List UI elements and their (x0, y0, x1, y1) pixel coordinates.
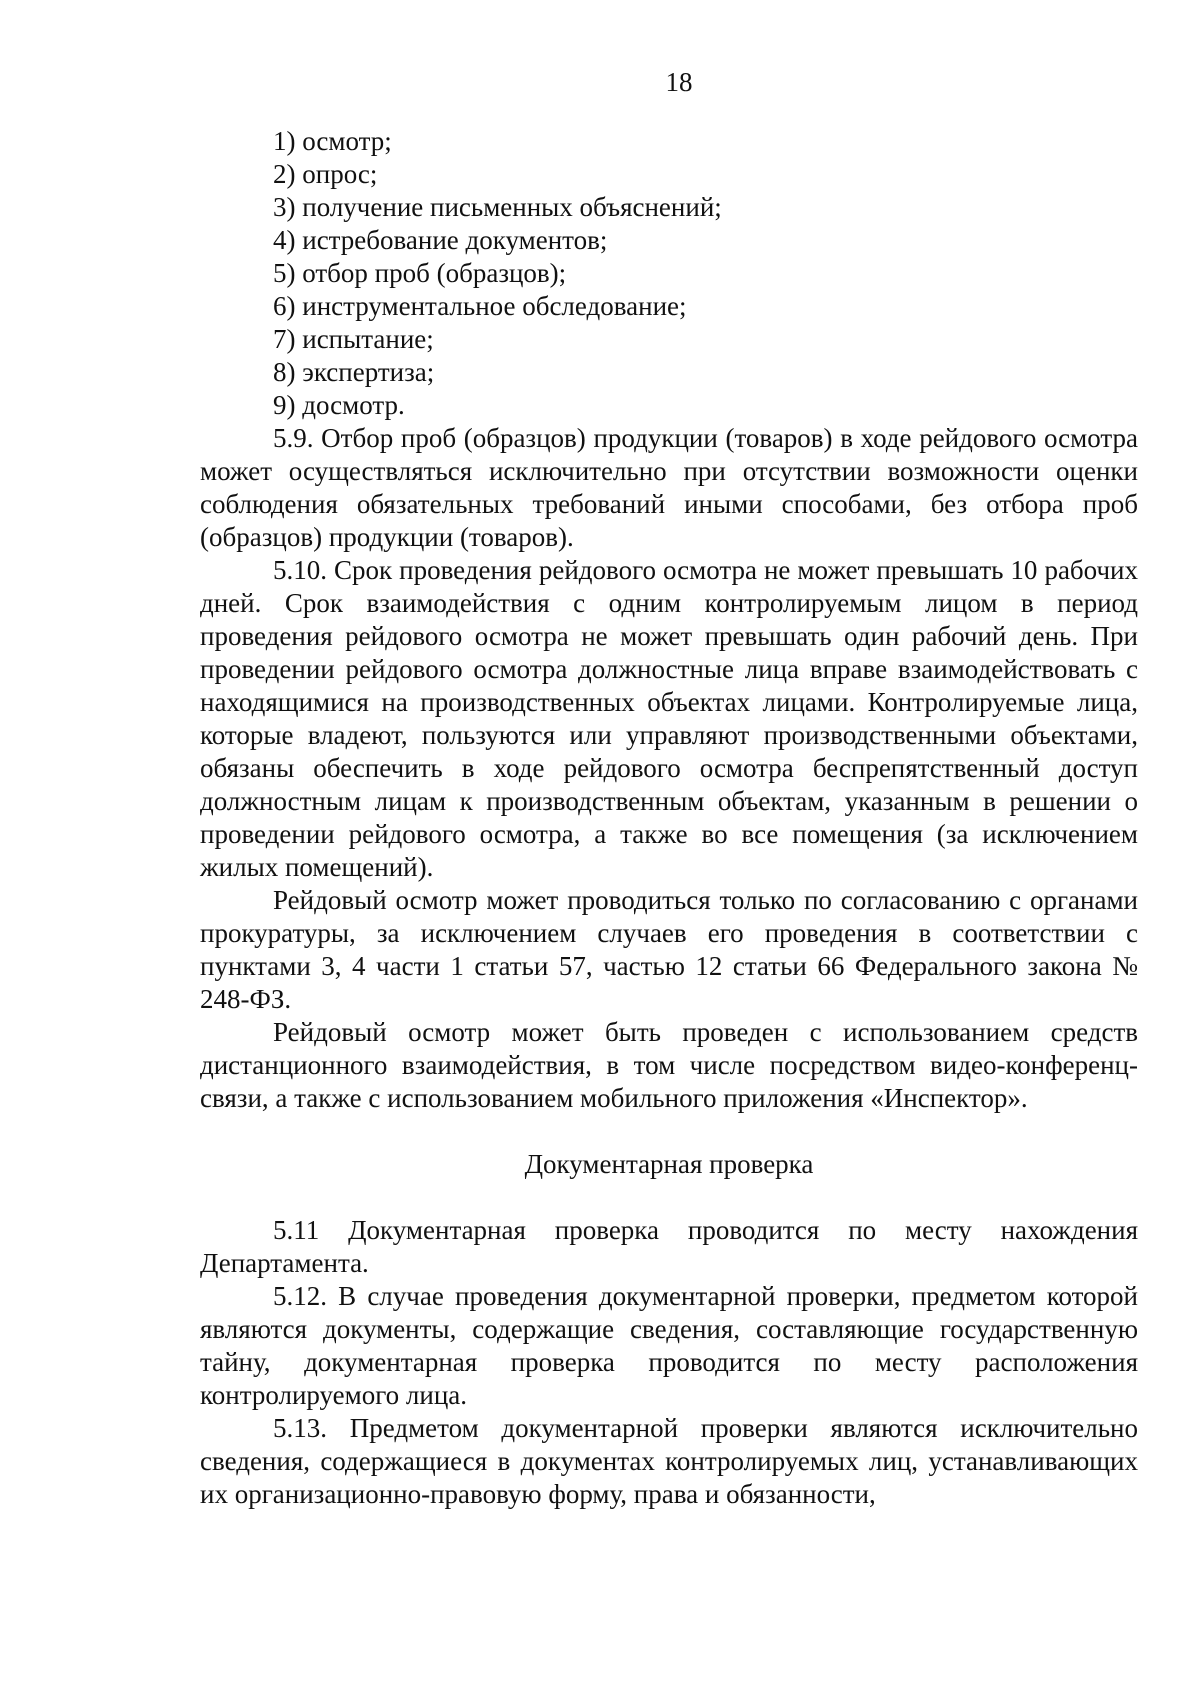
page-number-text: 18 (665, 67, 693, 97)
section-heading: Документарная проверка (524, 1149, 814, 1179)
list-item: 4) истребование документов; (273, 225, 608, 255)
paragraph-5-11: 5.11 Документарная проверка проводится по месту нахождения Департамента. (200, 1215, 1138, 1278)
paragraph-raid-remote: Рейдовый осмотр может быть проведен с использованием средств дистанционного взаимодействия, в том числе посредством видео-конференц-связи, а также с использованием мобильного приложения «Инспектор». (200, 1017, 1138, 1113)
list-item: 6) инструментальное обследование; (273, 291, 687, 321)
list-item: 9) досмотр. (273, 390, 405, 420)
paragraph-5-12: 5.12. В случае проведения документарной проверки, предметом которой являются документы, содержащие сведения, составляющие государственную тайну, документарная проверка проводится по месту расположения контролируемого лица. (200, 1281, 1138, 1410)
measures-list (200, 125, 1138, 422)
list-item: 8) экспертиза; (273, 357, 435, 387)
paragraph-raid-approval: Рейдовый осмотр может проводиться только по согласованию с органами прокуратуры, за исключением случаев его проведения в соответствии с пунктами 3, 4 части 1 статьи 57, частью 12 статьи 66 Федерального закона № 248-ФЗ. (200, 885, 1138, 1014)
list-item: 2) опрос; (273, 159, 378, 189)
list-item: 7) испытание; (273, 324, 434, 354)
paragraph-5-9: 5.9. Отбор проб (образцов) продукции (товаров) в ходе рейдового осмотра может осуществляться исключительно при отсутствии возможности оценки соблюдения обязательных требований иными способами, без отбора проб (образцов) продукции (товаров). (200, 423, 1138, 552)
document-body (200, 125, 1138, 1511)
list-item: 3) получение письменных объяснений; (273, 192, 722, 222)
page-number (0, 66, 1200, 98)
list-item: 1) осмотр; (273, 126, 392, 156)
list-item: 5) отбор проб (образцов); (273, 258, 567, 288)
paragraph-5-10: 5.10. Срок проведения рейдового осмотра не может превышать 10 рабочих дней. Срок взаимодействия с одним контролируемым лицом в период проведения рейдового осмотра не может превышать один рабочий день. При проведении рейдового осмотра должностные лица вправе взаимодействовать с находящимися на производственных объектах лицами. Контролируемые лица, которые владеют, пользуются или управляют производственными объектами, обязаны обеспечить в ходе рейдового осмотра беспрепятственный доступ должностным лицам к производственным объектам, указанным в решении о проведении рейдового осмотра, а также во все помещения (за исключением жилых помещений). (200, 555, 1138, 882)
paragraph-5-13: 5.13. Предметом документарной проверки являются исключительно сведения, содержащиеся в документах контролируемых лиц, устанавливающих их организационно-правовую форму, права и обязанности, (200, 1413, 1138, 1509)
